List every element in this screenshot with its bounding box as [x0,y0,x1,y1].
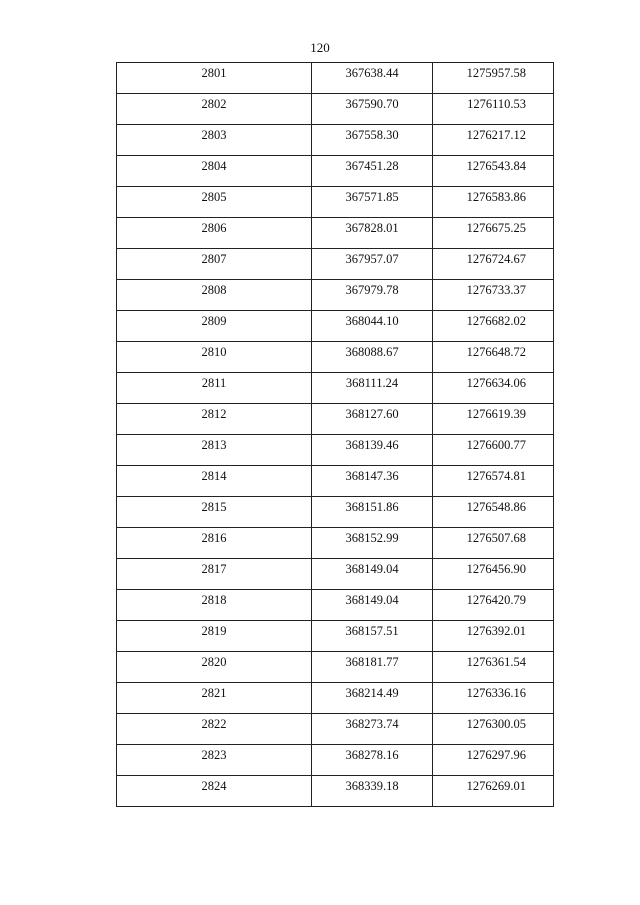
page-number: 120 [310,40,330,55]
x-coordinate-cell [312,218,433,249]
point-id-cell [117,63,312,94]
table-row [117,342,554,373]
x-coordinate-cell-value: 367828.01 [345,221,399,235]
y-coordinate-cell [433,373,554,404]
x-coordinate-cell-value: 368339.18 [345,779,399,793]
point-id-cell [117,311,312,342]
x-coordinate-cell [312,714,433,745]
point-id-cell [117,187,312,218]
point-id-cell-value: 2802 [201,97,227,111]
point-id-cell-value: 2820 [201,655,227,669]
y-coordinate-cell-value: 1276619.39 [466,407,526,421]
y-coordinate-cell-value: 1276336.16 [466,686,526,700]
x-coordinate-cell [312,125,433,156]
point-id-cell [117,94,312,125]
y-coordinate-cell [433,404,554,435]
y-coordinate-cell-value: 1276420.79 [466,593,526,607]
y-coordinate-cell-value: 1276217.12 [466,128,526,142]
y-coordinate-cell [433,590,554,621]
point-id-cell-value: 2816 [201,531,227,545]
y-coordinate-cell [433,218,554,249]
x-coordinate-cell-value: 368149.04 [345,562,399,576]
x-coordinate-cell-value: 367957.07 [345,252,399,266]
x-coordinate-cell-value: 368147.36 [345,469,399,483]
table-row [117,63,554,94]
y-coordinate-cell [433,187,554,218]
table-row [117,714,554,745]
point-id-cell [117,559,312,590]
x-coordinate-cell [312,280,433,311]
x-coordinate-cell-value: 368214.49 [345,686,399,700]
x-coordinate-cell-value: 367451.28 [345,159,399,173]
table-row [117,745,554,776]
table-row [117,435,554,466]
x-coordinate-cell [312,63,433,94]
point-id-cell [117,590,312,621]
table-row [117,652,554,683]
point-id-cell-value: 2821 [201,686,227,700]
y-coordinate-cell-value: 1276297.96 [466,748,526,762]
point-id-cell [117,683,312,714]
table-row [117,187,554,218]
y-coordinate-cell-value: 1276574.81 [466,469,526,483]
table-row [117,621,554,652]
x-coordinate-cell [312,590,433,621]
x-coordinate-cell [312,528,433,559]
x-coordinate-cell [312,497,433,528]
point-id-cell [117,652,312,683]
y-coordinate-cell [433,63,554,94]
point-id-cell-value: 2807 [201,252,227,266]
x-coordinate-cell [312,187,433,218]
point-id-cell-value: 2815 [201,500,227,514]
point-id-cell-value: 2804 [201,159,227,173]
point-id-cell-value: 2809 [201,314,227,328]
y-coordinate-cell-value: 1276600.77 [466,438,526,452]
y-coordinate-cell [433,466,554,497]
table-row [117,156,554,187]
point-id-cell [117,466,312,497]
x-coordinate-cell-value: 368157.51 [345,624,399,638]
point-id-cell [117,776,312,807]
y-coordinate-cell-value: 1276456.90 [466,562,526,576]
x-coordinate-cell [312,156,433,187]
point-id-cell-value: 2811 [201,376,227,390]
table-row [117,559,554,590]
x-coordinate-cell-value: 367571.85 [345,190,399,204]
y-coordinate-cell [433,249,554,280]
y-coordinate-cell-value: 1276548.86 [466,500,526,514]
x-coordinate-cell-value: 368044.10 [345,314,399,328]
point-id-cell-value: 2803 [201,128,227,142]
x-coordinate-cell-value: 368151.86 [345,500,399,514]
y-coordinate-cell-value: 1276648.72 [466,345,526,359]
point-id-cell-value: 2818 [201,593,227,607]
x-coordinate-cell [312,373,433,404]
x-coordinate-cell [312,559,433,590]
x-coordinate-cell [312,621,433,652]
y-coordinate-cell [433,125,554,156]
x-coordinate-cell [312,745,433,776]
point-id-cell-value: 2810 [201,345,227,359]
x-coordinate-cell [312,776,433,807]
table-row [117,528,554,559]
x-coordinate-cell-value: 368278.16 [345,748,399,762]
x-coordinate-cell-value: 368152.99 [345,531,399,545]
y-coordinate-cell [433,559,554,590]
point-id-cell [117,342,312,373]
x-coordinate-cell [312,311,433,342]
x-coordinate-cell-value: 367590.70 [345,97,399,111]
table-row [117,466,554,497]
x-coordinate-cell [312,342,433,373]
x-coordinate-cell-value: 368088.67 [345,345,399,359]
y-coordinate-cell [433,311,554,342]
y-coordinate-cell-value: 1276583.86 [466,190,526,204]
point-id-cell-value: 2817 [201,562,227,576]
coordinates-table [116,62,554,807]
y-coordinate-cell [433,621,554,652]
table-row [117,94,554,125]
point-id-cell [117,373,312,404]
x-coordinate-cell [312,249,433,280]
point-id-cell [117,125,312,156]
y-coordinate-cell-value: 1276634.06 [466,376,526,390]
x-coordinate-cell-value: 367638.44 [345,66,399,80]
x-coordinate-cell-value: 368181.77 [345,655,399,669]
point-id-cell [117,528,312,559]
table-row [117,311,554,342]
point-id-cell [117,249,312,280]
point-id-cell [117,435,312,466]
y-coordinate-cell [433,280,554,311]
point-id-cell-value: 2814 [201,469,227,483]
x-coordinate-cell [312,404,433,435]
x-coordinate-cell-value: 368273.74 [345,717,399,731]
table-row [117,590,554,621]
table-row [117,497,554,528]
x-coordinate-cell [312,466,433,497]
y-coordinate-cell-value: 1276733.37 [466,283,526,297]
y-coordinate-cell [433,652,554,683]
y-coordinate-cell [433,94,554,125]
point-id-cell-value: 2823 [201,748,227,762]
point-id-cell [117,404,312,435]
y-coordinate-cell [433,745,554,776]
point-id-cell [117,156,312,187]
point-id-cell-value: 2824 [201,779,227,793]
y-coordinate-cell [433,528,554,559]
x-coordinate-cell-value: 368139.46 [345,438,399,452]
y-coordinate-cell-value: 1276543.84 [466,159,526,173]
y-coordinate-cell [433,156,554,187]
point-id-cell-value: 2819 [201,624,227,638]
y-coordinate-cell [433,342,554,373]
y-coordinate-cell-value: 1276361.54 [466,655,526,669]
x-coordinate-cell-value: 368111.24 [345,376,399,390]
table-row [117,280,554,311]
table-row [117,683,554,714]
table-row [117,776,554,807]
point-id-cell [117,621,312,652]
y-coordinate-cell-value: 1276269.01 [466,779,526,793]
y-coordinate-cell-value: 1275957.58 [466,66,526,80]
y-coordinate-cell [433,497,554,528]
table-row [117,373,554,404]
point-id-cell [117,280,312,311]
table-row [117,125,554,156]
x-coordinate-cell-value: 368127.60 [345,407,399,421]
point-id-cell [117,497,312,528]
x-coordinate-cell [312,652,433,683]
point-id-cell-value: 2806 [201,221,227,235]
x-coordinate-cell-value: 368149.04 [345,593,399,607]
point-id-cell-value: 2813 [201,438,227,452]
table-row [117,218,554,249]
y-coordinate-cell-value: 1276392.01 [466,624,526,638]
point-id-cell-value: 2805 [201,190,227,204]
point-id-cell [117,218,312,249]
point-id-cell-value: 2812 [201,407,227,421]
y-coordinate-cell-value: 1276110.53 [467,97,526,111]
y-coordinate-cell [433,714,554,745]
table-body [117,63,554,807]
y-coordinate-cell-value: 1276507.68 [466,531,526,545]
y-coordinate-cell-value: 1276724.67 [466,252,526,266]
y-coordinate-cell [433,683,554,714]
y-coordinate-cell [433,435,554,466]
x-coordinate-cell [312,683,433,714]
table-row [117,249,554,280]
table-row [117,404,554,435]
point-id-cell [117,745,312,776]
y-coordinate-cell-value: 1276300.05 [466,717,526,731]
point-id-cell-value: 2801 [201,66,227,80]
point-id-cell [117,714,312,745]
point-id-cell-value: 2808 [201,283,227,297]
point-id-cell-value: 2822 [201,717,227,731]
y-coordinate-cell-value: 1276675.25 [466,221,526,235]
x-coordinate-cell [312,94,433,125]
y-coordinate-cell [433,776,554,807]
x-coordinate-cell [312,435,433,466]
x-coordinate-cell-value: 367558.30 [345,128,399,142]
y-coordinate-cell-value: 1276682.02 [466,314,526,328]
x-coordinate-cell-value: 367979.78 [345,283,399,297]
